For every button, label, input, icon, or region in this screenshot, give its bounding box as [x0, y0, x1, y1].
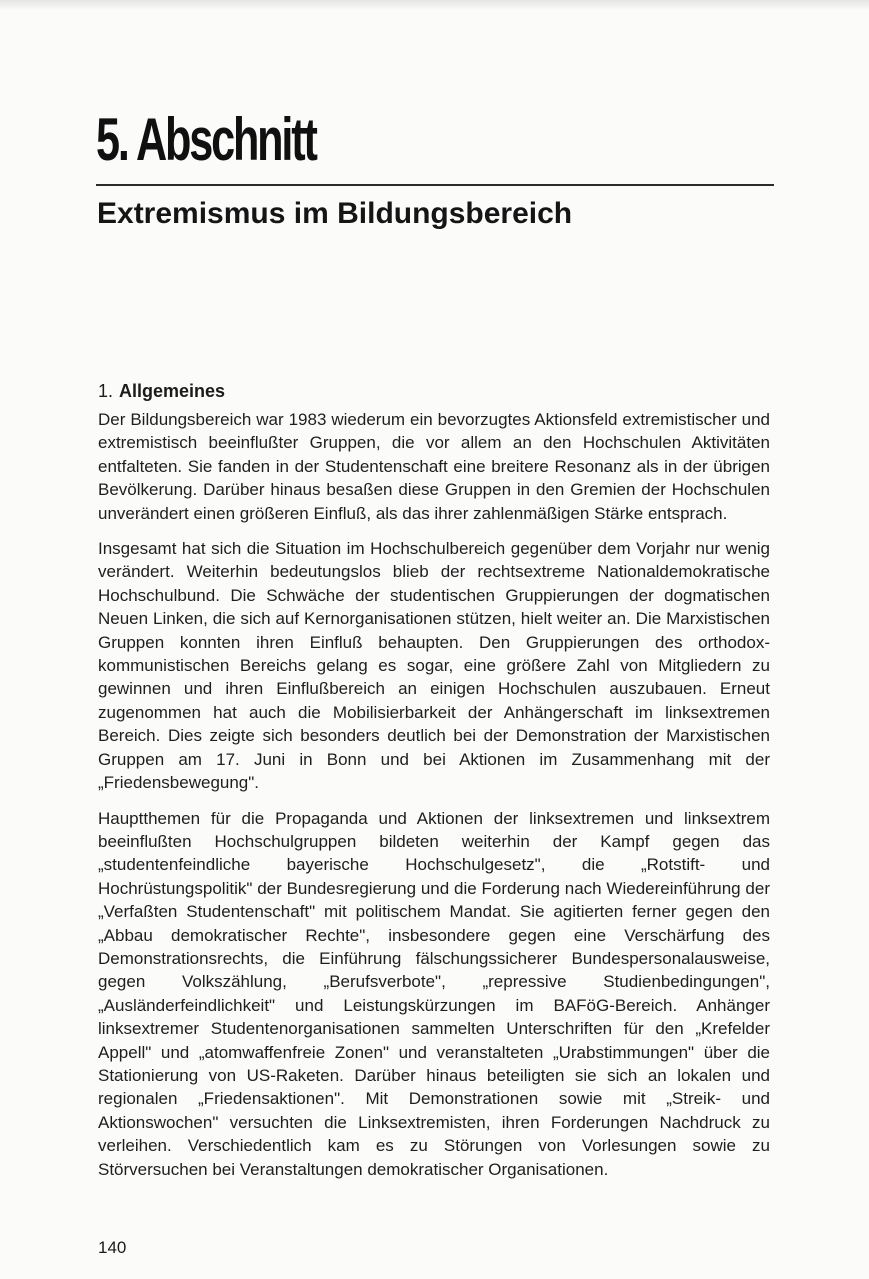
section-heading: [98, 378, 225, 404]
chapter-subtitle: Extremismus im Bildungsbereich: [97, 197, 573, 230]
paragraph-1: Der Bildungsbereich war 1983 wiederum ein bevorzugtes Aktionsfeld extremistischer und extremistisch beeinflußter Gruppen, die vor allem an den Hochschulen Aktivitäten entfalteten. Sie fanden in der Studentenschaft eine breitere Resonanz als in der übrigen Bevölkerung. Darüber hinaus besaßen diese Gruppen in den Gremien der Hochschulen unverändert einen größeren Einfluß, als das ihrer zahlenmäßigen Stärke entsprach.: [98, 410, 770, 523]
page-top-edge: [0, 0, 869, 10]
paragraph-3: Hauptthemen für die Propaganda und Aktionen der linksextremen und linksextrem beeinflußten Hochschulgruppen bildeten weiterhin der Kampf gegen das „studentenfeindliche bayerische Hochschulgesetz", die „Rotstift- und Hochrüstungspolitik" der Bundesregierung und die Forderung nach Wiedereinführung der „Verfaßten Studentenschaft" mit politischem Mandat. Sie agitierten ferner gegen den „Abbau demokratischer Rechte", insbesondere gegen eine Verschärfung des Demonstrationsrechts, die Einführung fälschungssicherer Bundespersonalausweise, gegen Volkszählung, „Berufsverbote", „repressive Studienbedingungen", „Ausländerfeindlichkeit" und Leistungskürzungen im BAFöG-Bereich. Anhänger linksextremer Studentenorganisationen sammelten Unterschriften für den „Krefelder Appell" und „atomwaffenfreie Zonen" und veranstalteten „Urabstimmungen" über die Stationierung von US-Raketen. Darüber hinaus beteiligten sie sich an lokalen und regionalen „Friedensaktionen". Mit Demonstrationen sowie mit „Streik- und Aktionswochen" versuchten die Linksextremisten, ihren Forderungen Nachdruck zu verleihen. Verschiedentlich kam es zu Störungen von Vorlesungen sowie zu Störversuchen bei Veranstaltungen demokratischer Organisationen.: [98, 808, 770, 1179]
section-title: Allgemeines: [119, 381, 226, 401]
body-text: [98, 408, 770, 1193]
page-number: 140: [98, 1238, 127, 1257]
paragraph-2: Insgesamt hat sich die Situation im Hochschulbereich gegenüber dem Vorjahr nur wenig verändert. Weiterhin bedeutungslos blieb der rechtsextreme Nationaldemokratische Hochschulbund. Die Schwäche der studentischen Gruppierungen der dogmatischen Neuen Linken, die sich auf Kernorganisationen stützen, hielt weiter an. Die Marxistischen Gruppen konnten ihren Einfluß behaupten. Den Gruppierungen des orthodox-kommunistischen Bereichs gelang es sogar, eine größere Zahl von Mitgliedern zu gewinnen und ihren Einflußbereich an einigen Hochschulen auszubauen. Erneut zugenommen hat auch die Mobilisierbarkeit der Anhängerschaft im linksextremen Bereich. Dies zeigte sich besonders deutlich bei der Demonstration der Marxistischen Gruppen am 17. Juni in Bonn und bei Aktionen im Zusammenhang mit der „Friedensbewegung".: [98, 539, 770, 793]
chapter-title: 5. Abschnitt: [96, 106, 316, 173]
section-number: 1.: [98, 381, 114, 401]
title-rule: [96, 184, 774, 186]
